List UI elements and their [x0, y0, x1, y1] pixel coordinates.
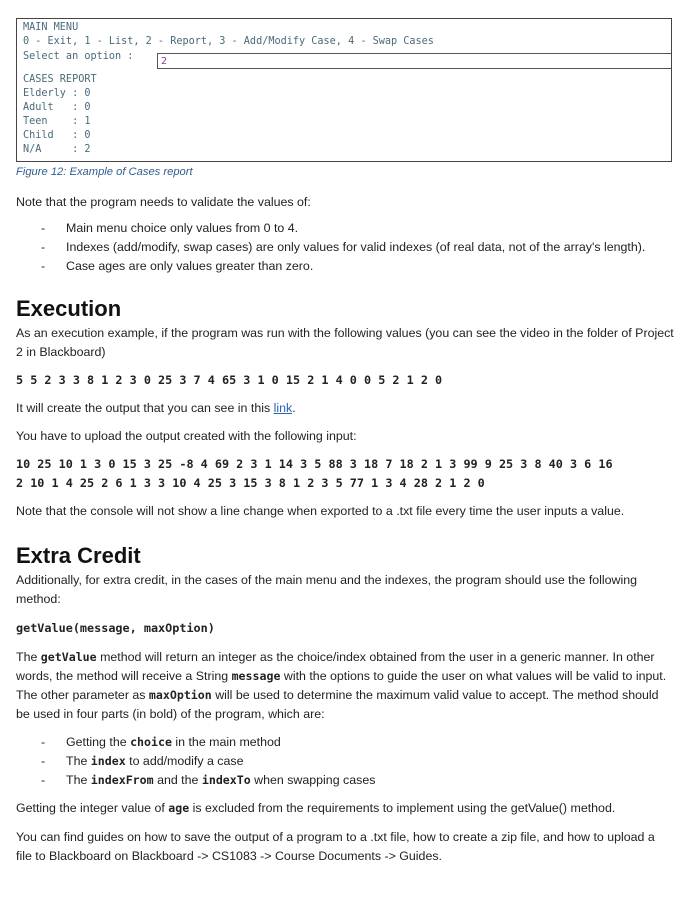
text: Getting the: [66, 735, 131, 749]
getvalue-paragraph: [16, 648, 674, 724]
validation-list: [16, 219, 674, 276]
console-line: MAIN MENU: [23, 22, 79, 33]
list-item: - Main menu choice only values from 0 to 4.: [16, 219, 674, 238]
extra-intro: Additionally, for extra credit, in the cases of the main menu and the indexes, the program should use the following method:: [16, 573, 638, 606]
code-term: index: [90, 754, 126, 768]
console-line: Elderly : 0: [23, 88, 91, 99]
list-item: - Case ages are only values greater than zero.: [16, 257, 674, 276]
method-signature: getValue(message, maxOption): [16, 621, 215, 635]
text: Getting the integer value of: [16, 801, 169, 815]
console-line: Child : 0: [23, 130, 91, 141]
validation-intro: Note that the program needs to validate the values of:: [16, 195, 311, 209]
output-link[interactable]: link: [273, 401, 293, 415]
list-item: [16, 771, 674, 790]
console-line: 0 - Exit, 1 - List, 2 - Report, 3 - Add/Modify Case, 4 - Swap Cases: [23, 36, 434, 47]
console-line: Teen : 1: [23, 116, 91, 127]
console-input-value: 2: [161, 56, 168, 67]
extra-credit-heading: Extra Credit: [16, 543, 141, 568]
code-term: indexTo: [201, 773, 251, 787]
console-input-field[interactable]: [157, 53, 671, 69]
usage-list: [16, 733, 674, 790]
code-term: message: [231, 669, 281, 683]
console-line: Adult : 0: [23, 102, 91, 113]
console-line: N/A : 2: [23, 144, 91, 155]
execution-heading: Execution: [16, 296, 122, 321]
text: to add/modify a case: [125, 754, 244, 768]
console-line: Select an option :: [23, 51, 134, 62]
code-term: maxOption: [148, 688, 212, 702]
code-term: age: [168, 801, 190, 815]
list-item: [16, 733, 674, 752]
execution-values: 5 5 2 3 3 8 1 2 3 0 25 3 7 4 65 3 1 0 15 2 1 4 0 0 5 2 1 2 0: [16, 373, 443, 387]
text: is excluded from the requirements to implement using the getValue() method.: [189, 801, 616, 815]
text: with the options to guide the user on what values will be valid to input. The other parameter as: [16, 669, 667, 702]
figure-caption: Figure 12: Example of Cases report: [16, 166, 193, 178]
list-item: - Indexes (add/modify, swap cases) are only values for valid indexes (of real data, not of the array's length).: [16, 238, 674, 257]
text: when swapping cases: [250, 773, 376, 787]
list-item: [16, 752, 674, 771]
input-line-1: 10 25 10 1 3 0 15 3 25 -8 4 69 2 3 1 14 3 5 88 3 18 7 18 2 1 3 99 9 25 3 8 40 3 6 16: [16, 457, 613, 471]
code-term: choice: [130, 735, 172, 749]
text: will be used to determine the maximum valid value to accept. The method should be used in four parts (in bold) of the program, which are:: [16, 688, 659, 721]
console-line: CASES REPORT: [23, 74, 97, 85]
output-text: It will create the output that you can see in this: [16, 401, 274, 415]
guides-paragraph: You can find guides on how to save the output of a program to a .txt file, how to create a zip file, and how to upload a file to Blackboard on Blackboard -> CS1083 -> Course Documents -> Guides.: [16, 830, 655, 863]
age-note: [16, 799, 674, 818]
execution-intro: As an execution example, if the program was run with the following values (you can see the video in the folder of Project 2 in Blackboard): [16, 326, 674, 359]
code-term: getValue: [40, 650, 97, 664]
upload-paragraph: You have to upload the output created with the following input:: [16, 429, 357, 443]
console-note: Note that the console will not show a line change when exported to a .txt file every time the user inputs a value.: [16, 504, 625, 518]
code-term: indexFrom: [90, 773, 154, 787]
text: The: [66, 754, 91, 768]
text: in the main method: [171, 735, 281, 749]
output-period: .: [292, 401, 296, 415]
text: method will return an integer as the choice/index obtained from the user in a generic manner. In other words, the method will receive a String: [16, 650, 655, 683]
text: and the: [153, 773, 202, 787]
output-paragraph: [16, 399, 674, 418]
text: The: [66, 773, 91, 787]
console-screenshot: [16, 18, 672, 162]
document-page: [16, 18, 674, 866]
input-line-2: 2 10 1 4 25 2 6 1 3 3 10 4 25 3 15 3 8 1 2 3 5 77 1 3 4 28 2 1 2 0: [16, 476, 485, 490]
text: The: [16, 650, 41, 664]
